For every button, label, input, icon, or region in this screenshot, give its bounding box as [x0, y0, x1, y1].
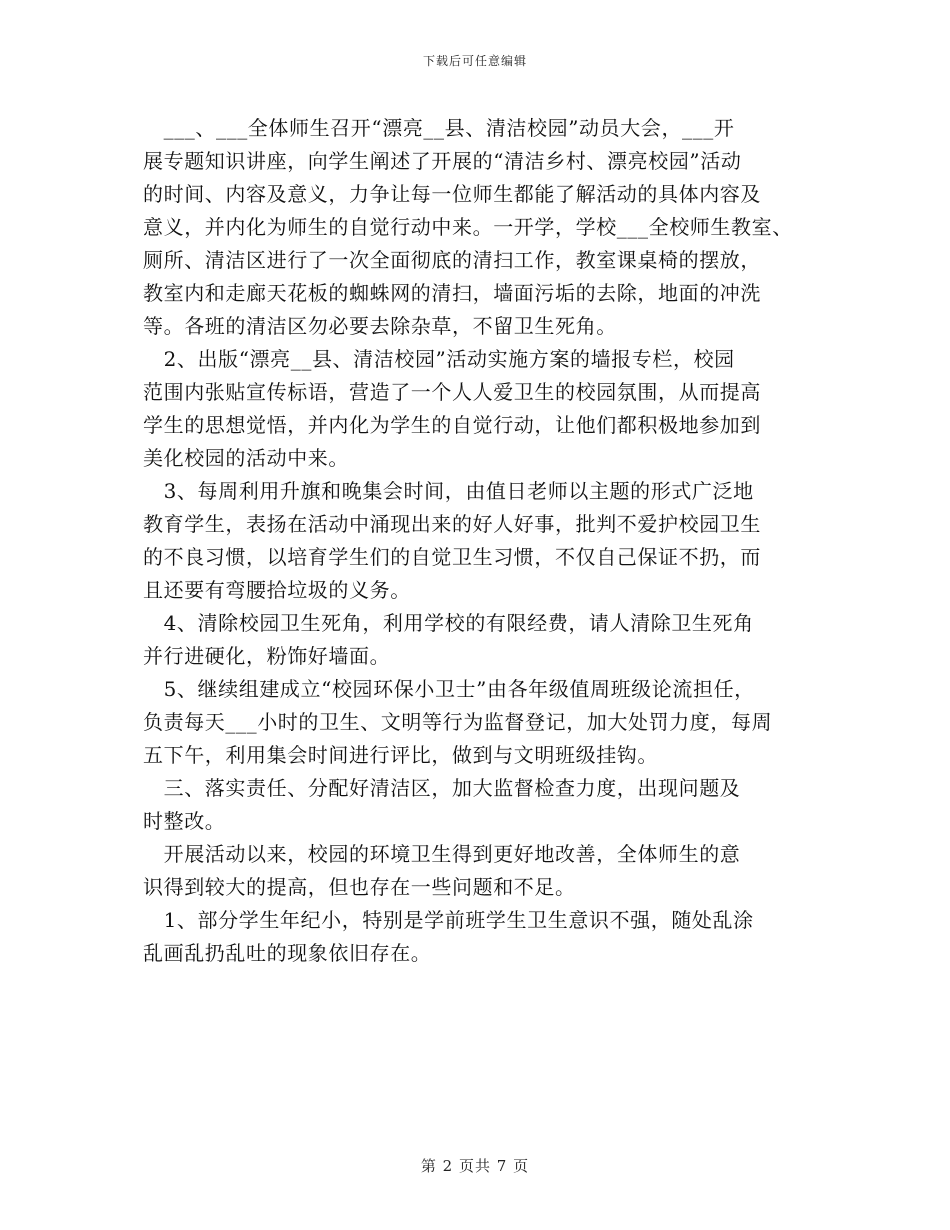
- paragraph-3: [143, 475, 813, 607]
- text-line: ___、___全体师生召开“漂亮__县、清洁校园”动员大会，___开: [143, 116, 735, 140]
- text-line: 负责每天___小时的卫生、文明等行为监督登记，加大处罚力度，每周: [143, 710, 773, 734]
- text-line: 开展活动以来，校园的环境卫生得到更好地改善，全体师生的意: [143, 842, 741, 866]
- text-line: 4、清除校园卫生死角，利用学校的有限经费，请人清除卫生死角: [143, 611, 754, 635]
- text-line: 识得到较大的提高，但也存在一些问题和不足。: [143, 875, 576, 899]
- paragraph-1: [143, 112, 813, 343]
- text-line: 3、每周利用升旗和晚集会时间，由值日老师以主题的形式广泛地: [143, 479, 754, 503]
- text-line: 厕所、清洁区进行了一次全面彻底的清扫工作，教室课桌椅的摆放，: [143, 248, 761, 272]
- paragraph-8: [143, 904, 813, 970]
- paragraph-2: [143, 343, 813, 475]
- paragraph-6: [143, 772, 813, 838]
- text-line: 学生的思想觉悟，并内化为学生的自觉行动，让他们都积极地参加到: [143, 413, 761, 437]
- text-line: 意义，并内化为师生的自觉行动中来。一开学，学校___全校师生教室、: [143, 215, 793, 239]
- paragraph-4: [143, 607, 813, 673]
- page-number: 第 2 页共 7 页: [420, 1157, 530, 1175]
- text-line: 美化校园的活动中来。: [143, 446, 349, 470]
- text-line: 且还要有弯腰拾垃圾的义务。: [143, 578, 411, 602]
- text-line: 1、部分学生年纪小，特别是学前班学生卫生意识不强，随处乱涂: [143, 908, 754, 932]
- text-line: 展专题知识讲座，向学生阐述了开展的“清洁乡村、漂亮校园”活动: [143, 149, 742, 173]
- paragraph-7: [143, 838, 813, 904]
- text-line: 五下午，利用集会时间进行评比，做到与文明班级挂钩。: [143, 743, 658, 767]
- text-line: 三、落实责任、分配好清洁区，加大监督检查力度，出现问题及: [143, 776, 741, 800]
- text-line: 5、继续组建成立“校园环保小卫士”由各年级值周班级论流担任，: [143, 677, 755, 701]
- text-line: 等。各班的清洁区勿必要去除杂草，不留卫生死角。: [143, 314, 617, 338]
- text-line: 教室内和走廊天花板的蜘蛛网的清扫，墙面污垢的去除，地面的冲洗: [143, 281, 761, 305]
- text-line: 乱画乱扔乱吐的现象依旧存在。: [143, 941, 432, 965]
- text-line: 并行进硬化，粉饰好墙面。: [143, 644, 391, 668]
- text-line: 的时间、内容及意义，力争让每一位师生都能了解活动的具体内容及: [143, 182, 761, 206]
- text-line: 教育学生，表扬在活动中涌现出来的好人好事，批判不爱护校园卫生: [143, 512, 761, 536]
- page-header: 下载后可任意编辑: [422, 54, 527, 68]
- text-line: 范围内张贴宣传标语，营造了一个人人爱卫生的校园氛围，从而提高: [143, 380, 761, 404]
- text-line: 的不良习惯，以培育学生们的自觉卫生习惯，不仅自己保证不扔，而: [143, 545, 761, 569]
- text-line: 时整改。: [143, 809, 226, 833]
- document-body: [143, 112, 813, 970]
- paragraph-5: [143, 673, 813, 772]
- text-line: 2、出版“漂亮__县、清洁校园”活动实施方案的墙报专栏，校园: [143, 347, 735, 371]
